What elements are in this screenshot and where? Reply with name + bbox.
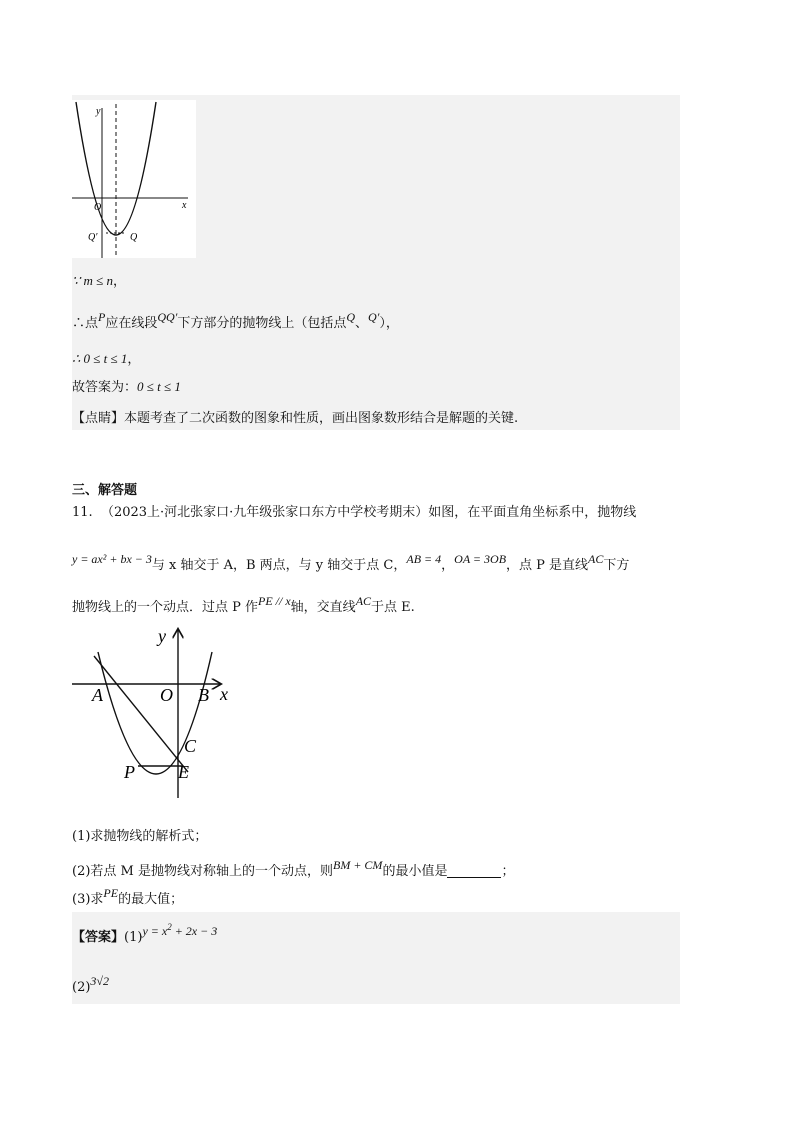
answer-line-1: 【答案】$(1)y = x^2 + 2x - 3$ (72, 922, 218, 945)
graph-2-y-label: y (158, 626, 166, 646)
graph-2-x-label: x (220, 684, 228, 704)
graph-1-svg (72, 100, 196, 258)
graph-2-svg (70, 622, 240, 802)
question-1: (1)求抛物线的解析式； (72, 829, 208, 844)
solution-line-2: ∴点P应在线段QQ′下方部分的抛物线上（包括点Q、Q′）， (72, 310, 399, 331)
graph-2-c-label: C (184, 736, 197, 756)
answer-blank[interactable] (447, 865, 501, 878)
solution-line-1: ∵ m ≤ n， (72, 273, 127, 289)
graph-1-x-label: x (182, 200, 187, 211)
problem-line-1: 11. （2023上·河北张家口·九年级张家口东方中学校考期末）如图，在平面直角坐标系中，抛物线 (72, 505, 637, 520)
graph-2-o-label: O (160, 685, 173, 705)
solution-line-3: ∴ 0 ≤ t ≤ 1， (72, 351, 141, 367)
question-2: (2)若点 M 是抛物线对称轴上的一个动点，则BM + CM的最小值是 ； (72, 858, 515, 879)
solution-line-4: 故答案为：0 ≤ t ≤ 1 (72, 379, 181, 395)
section-title: 三、解答题 (72, 483, 138, 498)
graph-1-q-prime-label: Q′ (88, 232, 98, 243)
graph-1-y-label: y (96, 106, 101, 117)
answer-line-2: (2)3√2 (72, 974, 110, 995)
graph-1-origin-label: O (94, 202, 102, 213)
graph-2-line-ac (94, 656, 188, 772)
problem-line-2: y = ax² + bx − 3与 x 轴交于 A，B 两点，与 y 轴交于点 C，AB = 4，OA = 3OB，点 P 是直线AC下方 (72, 552, 630, 573)
graph-2-p-label: P (124, 762, 135, 782)
graph-2-a-label: A (92, 685, 103, 705)
solution-line-5: 【点睛】本题考查了二次函数的图象和性质，画出图象数形结合是解题的关键. (72, 411, 519, 426)
problem-line-3: 抛物线上的一个动点．过点 P 作PE // x轴，交直线AC于点 E. (72, 594, 415, 615)
answer-1-equation: $y = x^2 + 2x - 3$ (142, 922, 218, 938)
question-3: (3)求PE的最大值； (72, 886, 184, 907)
graph-2-e-label: E (178, 762, 189, 782)
graph-2-b-label: B (198, 685, 209, 705)
graph-1-q-label: Q (130, 232, 138, 243)
